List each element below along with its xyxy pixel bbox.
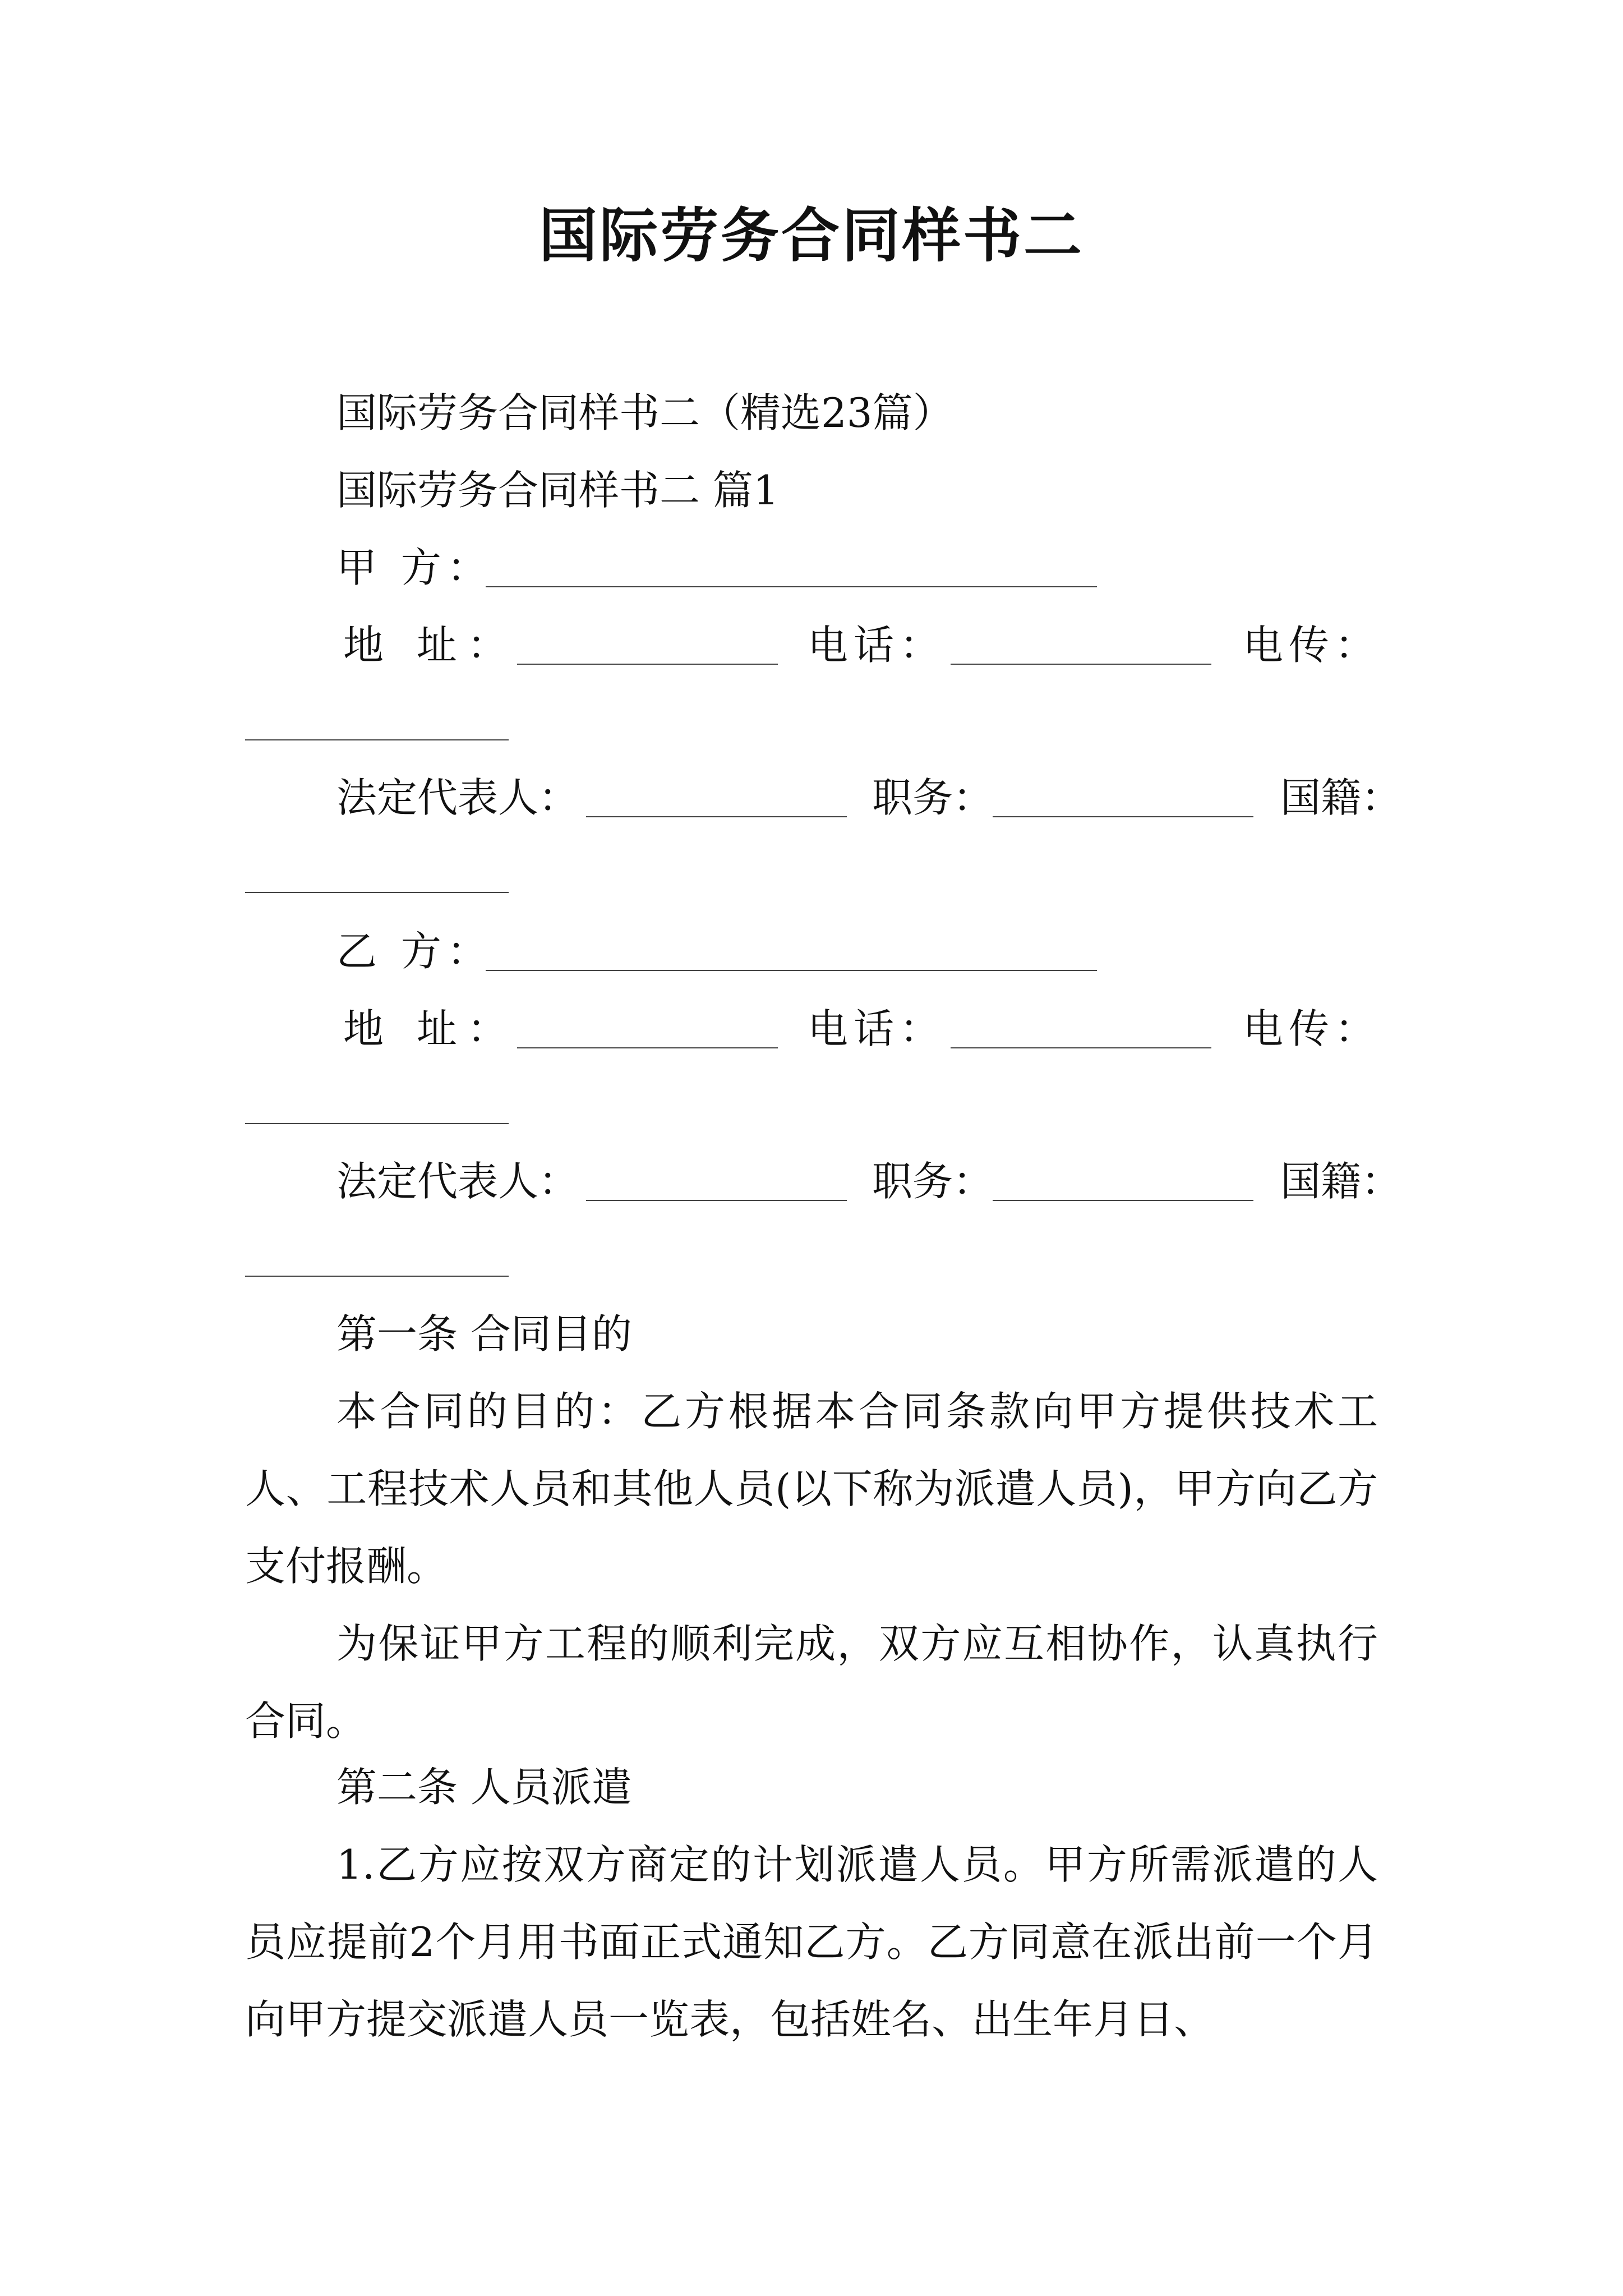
party-b-nationality-label: 国籍： (1280, 1158, 1402, 1205)
article-2-heading: 第二条 人员派遣 (336, 1764, 632, 1811)
party-b-label: 乙 方： (336, 928, 493, 975)
party-b-address-blank[interactable] (517, 1047, 778, 1048)
party-b-position-blank[interactable] (993, 1200, 1253, 1201)
party-b-position-label: 职务： (872, 1158, 994, 1205)
party-a-nationality-blank[interactable] (245, 892, 509, 893)
party-a-position-label: 职务： (872, 774, 994, 821)
party-a-name-blank[interactable] (486, 586, 1097, 587)
party-b-nationality-blank[interactable] (245, 1276, 509, 1277)
party-b-rep-label: 法定代表人： (336, 1158, 579, 1205)
article-2-paragraph-1: 1.乙方应按双方商定的计划派遣人员。甲方所需派遣的人员应提前2个月用书面正式通知乙方。乙方同意在派出前一个月向甲方提交派遣人员一览表，包括姓名、出生年月日、 (245, 1841, 1378, 2043)
party-b-fax-label: 电传： (1243, 1005, 1381, 1052)
article-1-heading: 第一条 合同目的 (336, 1310, 632, 1358)
article-1-paragraph-2: 为保证甲方工程的顺利完成，双方应互相协作，认真执行合同。 (245, 1620, 1378, 1745)
party-a-phone-label: 电话： (808, 622, 946, 669)
party-a-nationality-label: 国籍： (1280, 774, 1402, 821)
party-a-position-blank[interactable] (993, 816, 1253, 817)
party-b-phone-blank[interactable] (951, 1047, 1211, 1048)
party-a-fax-blank[interactable] (245, 739, 509, 740)
document-title: 国际劳务合同样书二 (538, 201, 1084, 270)
party-a-rep-label: 法定代表人： (336, 774, 579, 821)
party-b-address-label: 地 址： (343, 1005, 518, 1052)
party-b-phone-label: 电话： (808, 1005, 946, 1052)
party-a-label: 甲 方： (336, 544, 493, 591)
party-b-rep-blank[interactable] (586, 1200, 847, 1201)
party-a-rep-blank[interactable] (586, 816, 847, 817)
document-subtitle: 国际劳务合同样书二（精选23篇） (336, 389, 953, 436)
party-a-phone-blank[interactable] (951, 664, 1211, 665)
party-a-address-label: 地 址： (343, 622, 518, 669)
party-a-fax-label: 电传： (1243, 622, 1381, 669)
article-1-paragraph-1: 本合同的目的：乙方根据本合同条款向甲方提供技术工人、工程技术人员和其他人员(以下称为派遣人员)，甲方向乙方支付报酬。 (245, 1388, 1378, 1590)
party-a-address-blank[interactable] (517, 664, 778, 665)
party-b-fax-blank[interactable] (245, 1123, 509, 1124)
party-b-name-blank[interactable] (486, 970, 1097, 971)
section-heading: 国际劳务合同样书二 篇1 (336, 467, 779, 514)
